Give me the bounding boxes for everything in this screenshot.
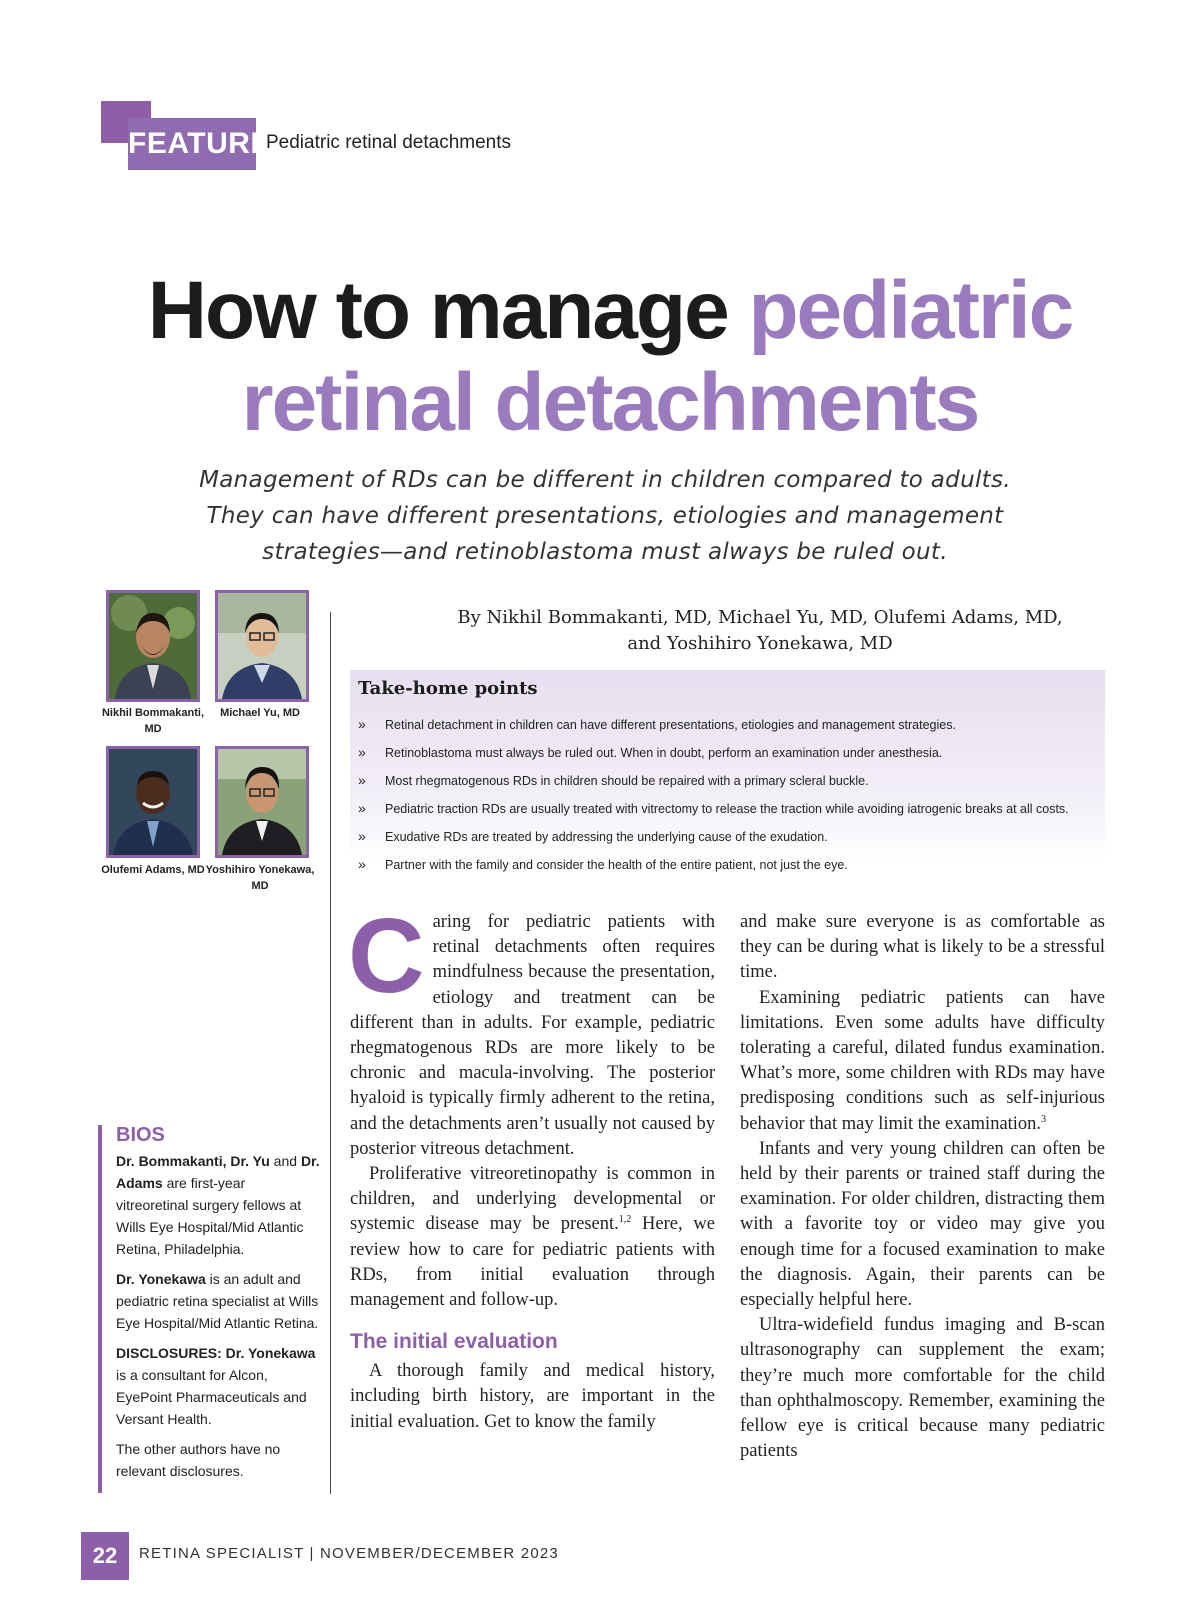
column-divider — [330, 612, 331, 1494]
author-photo-bommakanti — [106, 590, 200, 702]
takehome-item: » Partner with the family and consider the health of the entire patient, not just the eye. — [358, 850, 1103, 878]
publication-footer: RETINA SPECIALIST | NOVEMBER/DECEMBER 2023 — [139, 1545, 559, 1562]
body-column-1 — [348, 897, 715, 1435]
takehome-item: » Most rhegmatogenous RDs in children should be repaired with a primary scleral buckle. — [358, 766, 1103, 794]
author-caption-yonekawa: Yoshihiro Yonekawa, MD — [205, 864, 315, 892]
author-caption-bommakanti: Nikhil Bommakanti, MD — [101, 707, 205, 735]
takehome-item: » Pediatric traction RDs are usually treated with vitrectomy to release the traction while avoiding iatrogenic breaks at all costs. — [358, 794, 1103, 822]
body-paragraph: Examining pediatric patients can have limitations. Even some adults have difficulty tolerating a careful, dilated fundus examination. What’s more, some children with RDs may have predisposing conditions such as self-injurious behavior that may limit the examination.$^3$ — [740, 987, 1105, 1134]
section-name: Pediatric retinal detachments — [266, 132, 512, 153]
bullet-icon: » — [358, 772, 366, 788]
body-paragraph: A thorough family and medical history, including birth history, are important in the initial evaluation. Get to know the family — [350, 1361, 715, 1432]
bullet-icon: » — [358, 744, 366, 760]
title-part-1: How to manage — [147, 265, 749, 356]
bullet-icon: » — [358, 828, 366, 844]
body-paragraph: aring for pediatric patients with retinal detachments often requires mindfulness because the presentation, etiology and treatment can be different than in adults. For example, pediatric rhegmatogenous RDs are more likely to be chronic and macula-involving. The posterior hyaloid is typically firmly adherent to the retina, and the detachments aren’t usually not caused by posterior vitreous detachment. — [350, 912, 715, 1159]
byline-line-1: By Nikhil Bommakanti, MD, Michael Yu, MD, Olufemi Adams, MD, — [457, 607, 1063, 628]
deck-line-1: Management of RDs can be different in children compared to adults. — [199, 467, 1011, 493]
author-photo-yonekawa — [215, 746, 309, 858]
body-paragraph: Infants and very young children can often be held by their parents or trained staff during the examination. For older children, distracting them with a favorite toy or video may give you enough time for a focused examination to make the diagnosis. Again, their parents can be especially helpful here. — [740, 1138, 1105, 1311]
article-deck — [90, 462, 1120, 570]
bios-title: BIOS — [116, 1124, 165, 1146]
body-paragraph: Ultra-widefield fundus imaging and B-scan ultrasonography can supplement the exam; they’re much more comfortable for the child than ophthalmoscopy. Remember, examining the fellow eye is critical because many pediatric patients — [740, 1315, 1105, 1462]
body-paragraph: Proliferative vitreoretinopathy is common in children, and underlying developmental or systemic disease may be present.$^{1,2}$ Here, we review how to care for pediatric patients with RDs, from initial evaluation through management and follow-up. — [350, 1164, 715, 1311]
bullet-icon: » — [358, 800, 366, 816]
deck-line-3: strategies—and retinoblastoma must always be ruled out. — [262, 539, 948, 565]
author-photo-adams — [106, 746, 200, 858]
takehome-list — [358, 710, 1103, 878]
bios-accent-bar — [98, 1125, 102, 1493]
author-caption-adams: Olufemi Adams, MD — [101, 864, 205, 876]
author-caption-yu: Michael Yu, MD — [220, 707, 300, 719]
byline-line-2: and Yoshihiro Yonekawa, MD — [627, 633, 893, 654]
takehome-title: Take-home points — [358, 678, 538, 699]
article-title — [60, 265, 1160, 449]
takehome-item: » Exudative RDs are treated by addressing the underlying cause of the exudation. — [358, 822, 1103, 850]
page-number: 22 — [81, 1532, 129, 1580]
deck-line-2: They can have different presentations, etiologies and management — [206, 503, 1004, 529]
feature-label: FEATURE — [128, 118, 256, 170]
bullet-icon: » — [358, 716, 366, 732]
takehome-item: » Retinal detachment in children can have different presentations, etiologies and management strategies. — [358, 710, 1103, 738]
takehome-item: » Retinoblastoma must always be ruled out. When in doubt, perform an examination under anesthesia. — [358, 738, 1103, 766]
bios-text: Dr. Bommakanti, Dr. Yu and Dr. Adams are first-year vitreoretinal surgery fellows at Wills Eye Hospital/Mid Atlantic Retina, Philadelphia. Dr. Yonekawa is an adult and pediatric retina specialist at Wills Eye Hospital/Mid Atlantic Retina. DISCLOSURES: Dr. Yonekawa is a consultant for Alcon, EyePoint Pharmaceuticals and Versant Health. The other authors have no relevant disclosures. — [116, 1153, 320, 1479]
bullet-icon: » — [358, 856, 366, 872]
title-part-2: pediatric — [748, 265, 1073, 356]
drop-cap: C — [348, 897, 425, 1015]
body-paragraph: and make sure everyone is as comfortable as they can be during what is likely to be a stressful time. — [740, 912, 1105, 983]
byline — [345, 605, 1175, 657]
body-column-2 — [740, 910, 1105, 1464]
section-subhead: The initial evaluation — [350, 1330, 558, 1354]
title-part-3: retinal detachments — [241, 357, 979, 448]
author-photo-yu — [215, 590, 309, 702]
